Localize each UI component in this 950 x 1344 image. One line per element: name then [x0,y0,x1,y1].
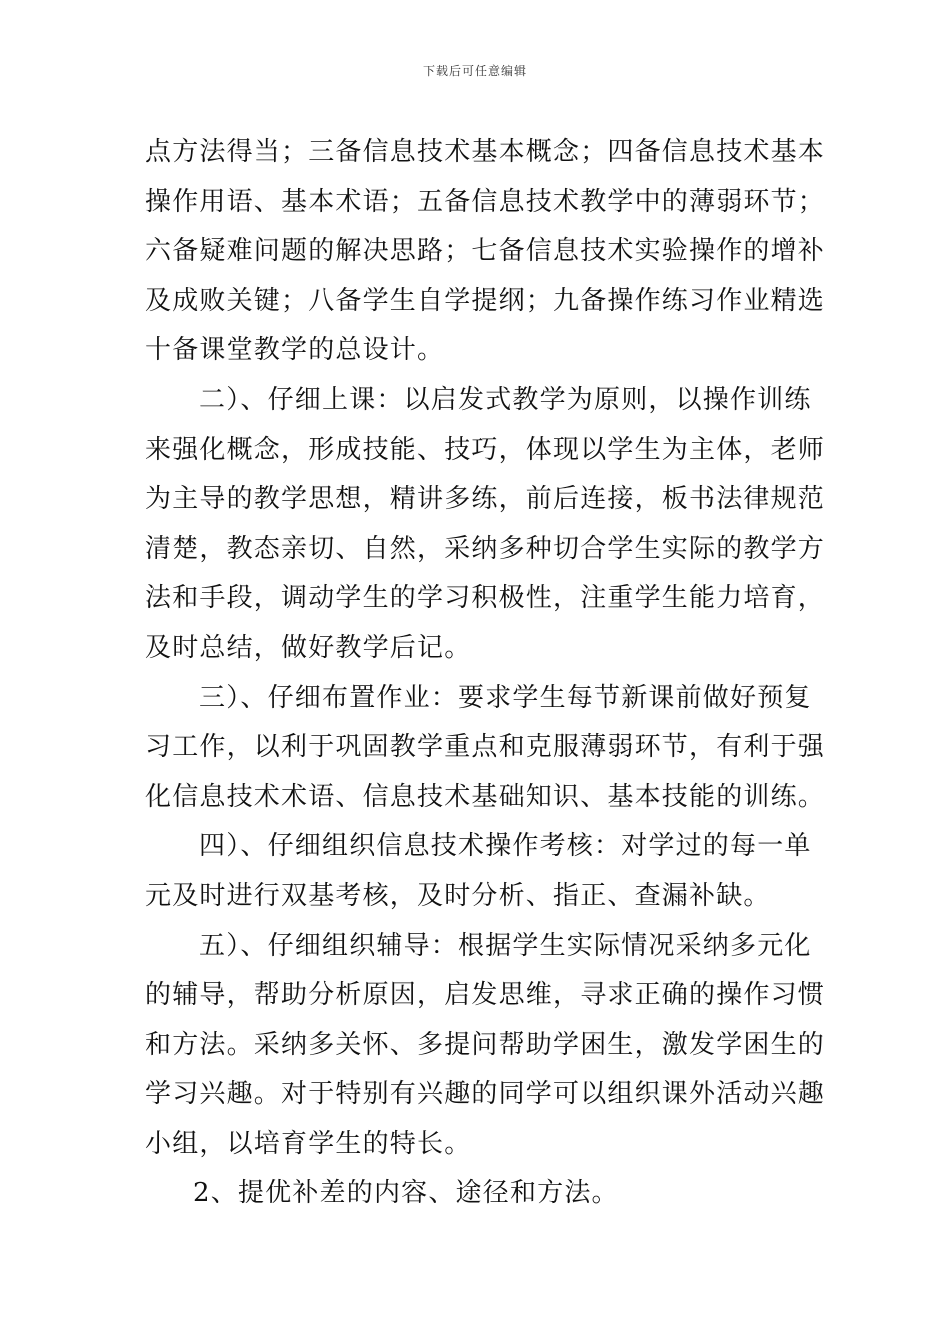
text-line-8: 为主导的教学思想，精讲多练，前后连接，板书法律规范 [145,484,826,515]
text-line-2: 操作用语、基本术语；五备信息技术教学中的薄弱环节； [145,186,826,217]
text-line-5: 十备课堂教学的总设计。 [145,335,445,366]
paragraph-start-4: 四）、仔细组织信息技术操作考核：对学过的每一单 [199,831,812,862]
paragraph-start-5: 五）、仔细组织辅导：根据学生实际情况采纳多元化 [199,930,812,961]
page-header: 下载后可任意编辑 [422,64,527,78]
text-line-20: 学习兴趣。对于特别有兴趣的同学可以组织课外活动兴趣 [145,1079,826,1110]
section-heading-2: 2、提优补差的内容、途径和方法。 [193,1178,619,1209]
document-body [145,128,826,1219]
text-line-4: 及成败关键；八备学生自学提纲；九备操作练习作业精选 [145,285,826,316]
text-line-14: 化信息技术术语、信息技术基础知识、基本技能的训练。 [145,781,826,812]
text-line-19: 和方法。采纳多关怀、多提问帮助学困生，激发学困生的 [145,1029,826,1060]
text-line-7: 来强化概念，形成技能、技巧，体现以学生为主体，老师 [145,434,826,465]
text-line-10: 法和手段，调动学生的学习积极性，注重学生能力培育， [145,583,826,614]
text-line-1: 点方法得当；三备信息技术基本概念；四备信息技术基本 [145,137,826,167]
paragraph-start-3: 三）、仔细布置作业：要求学生每节新课前做好预复 [199,682,812,713]
text-line-16: 元及时进行双基考核，及时分析、指正、查漏补缺。 [145,880,771,911]
text-line-18: 的辅导，帮助分析原因，启发思维，寻求正确的操作习惯 [145,980,826,1011]
text-line-3: 六备疑难问题的解决思路；七备信息技术实验操作的增补 [145,236,826,267]
text-line-13: 习工作，以利于巩固教学重点和克服薄弱环节，有利于强 [145,732,826,763]
text-line-11: 及时总结，做好教学后记。 [145,632,472,663]
paragraph-start-2: 二）、仔细上课：以启发式教学为原则，以操作训练 [199,384,812,415]
text-line-21: 小组，以培育学生的特长。 [145,1128,472,1159]
text-line-9: 清楚，教态亲切、自然，采纳多种切合学生实际的教学方 [145,533,826,564]
